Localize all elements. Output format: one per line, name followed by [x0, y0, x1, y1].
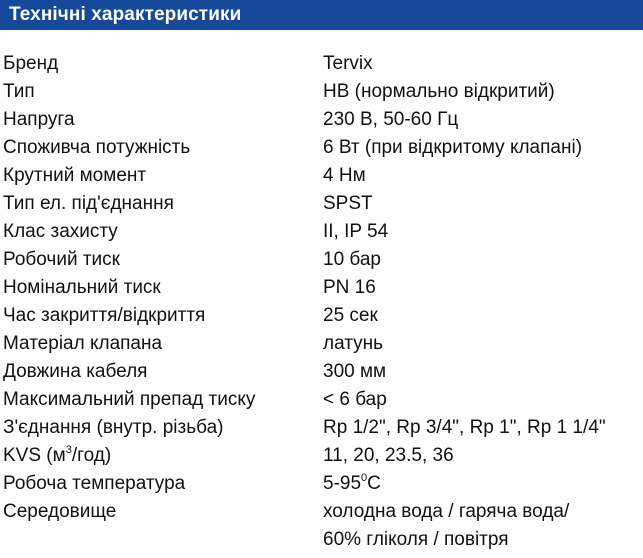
spec-value: 230 В, 50-60 Гц — [323, 109, 459, 130]
spec-row-working-temperature — [3, 470, 643, 498]
spec-value: 300 мм — [323, 361, 387, 382]
spec-value: 11, 20, 23.5, 36 — [323, 445, 454, 466]
spec-label: Тип — [3, 81, 35, 102]
spec-row-max-pressure-drop — [3, 386, 643, 414]
spec-label: Час закриття/відкриття — [3, 305, 206, 326]
spec-value: 4 Нм — [323, 165, 366, 186]
spec-value: латунь — [323, 333, 384, 354]
spec-row-medium — [3, 498, 643, 554]
spec-label: Споживча потужність — [3, 137, 191, 158]
spec-row-kvs — [3, 442, 643, 470]
spec-label: Максимальний препад тиску — [3, 389, 256, 410]
spec-label: Робочий тиск — [3, 249, 120, 270]
spec-row-nominal-pressure — [3, 274, 643, 302]
spec-value — [323, 498, 569, 554]
section-header — [0, 0, 643, 30]
spec-value: 10 бар — [323, 249, 381, 270]
specs-table — [3, 50, 643, 554]
spec-value — [323, 470, 381, 498]
spec-value: 6 Вт (при відкритому клапані) — [323, 137, 583, 158]
spec-label: Напруга — [3, 109, 75, 130]
spec-row-closing-time — [3, 302, 643, 330]
spec-row-protection-class — [3, 218, 643, 246]
spec-label-prefix: KVS (м — [3, 445, 66, 466]
spec-value: НВ (нормально відкритий) — [323, 81, 555, 102]
spec-value: PN 16 — [323, 277, 376, 298]
spec-row-connection-type — [3, 190, 643, 218]
section-title: Технічні характеристики — [9, 4, 242, 25]
spec-row-type — [3, 78, 643, 106]
spec-label-superscript: 3 — [65, 443, 72, 456]
spec-row-thread-connection — [3, 414, 643, 442]
spec-row-torque — [3, 162, 643, 190]
spec-value-prefix: 5-95 — [323, 473, 362, 494]
spec-value-superscript: 0 — [361, 471, 368, 484]
spec-label: Довжина кабеля — [3, 361, 148, 382]
spec-row-voltage — [3, 106, 643, 134]
spec-label: Клас захисту — [3, 221, 118, 242]
spec-value: 25 сек — [323, 305, 378, 326]
spec-value: Tervix — [323, 53, 373, 74]
spec-value-line: холодна вода / гаряча вода/ — [323, 501, 570, 522]
spec-value: II, IP 54 — [323, 221, 389, 242]
spec-label: Крутний момент — [3, 165, 147, 186]
spec-row-working-pressure — [3, 246, 643, 274]
spec-label-suffix: /год) — [71, 445, 112, 466]
spec-label: Робоча температура — [3, 473, 186, 494]
spec-value: Rp 1/2", Rp 3/4", Rp 1", Rp 1 1/4" — [323, 417, 606, 438]
spec-value-line: 60% гліколя / повітря — [323, 529, 509, 550]
spec-label: Матеріал клапана — [3, 333, 163, 354]
spec-label: Номінальний тиск — [3, 277, 161, 298]
spec-label: Тип ел. під'єднання — [3, 193, 174, 214]
spec-row-brand — [3, 50, 643, 78]
spec-value: < 6 бар — [323, 389, 387, 410]
spec-row-power — [3, 134, 643, 162]
spec-label — [3, 442, 111, 470]
spec-value: SPST — [323, 193, 373, 214]
spec-value-suffix: С — [367, 473, 381, 494]
spec-label: Бренд — [3, 53, 59, 74]
spec-row-cable-length — [3, 358, 643, 386]
spec-label: Середовище — [3, 501, 117, 522]
spec-row-valve-material — [3, 330, 643, 358]
spec-label: З'єднання (внутр. різьба) — [3, 417, 224, 438]
